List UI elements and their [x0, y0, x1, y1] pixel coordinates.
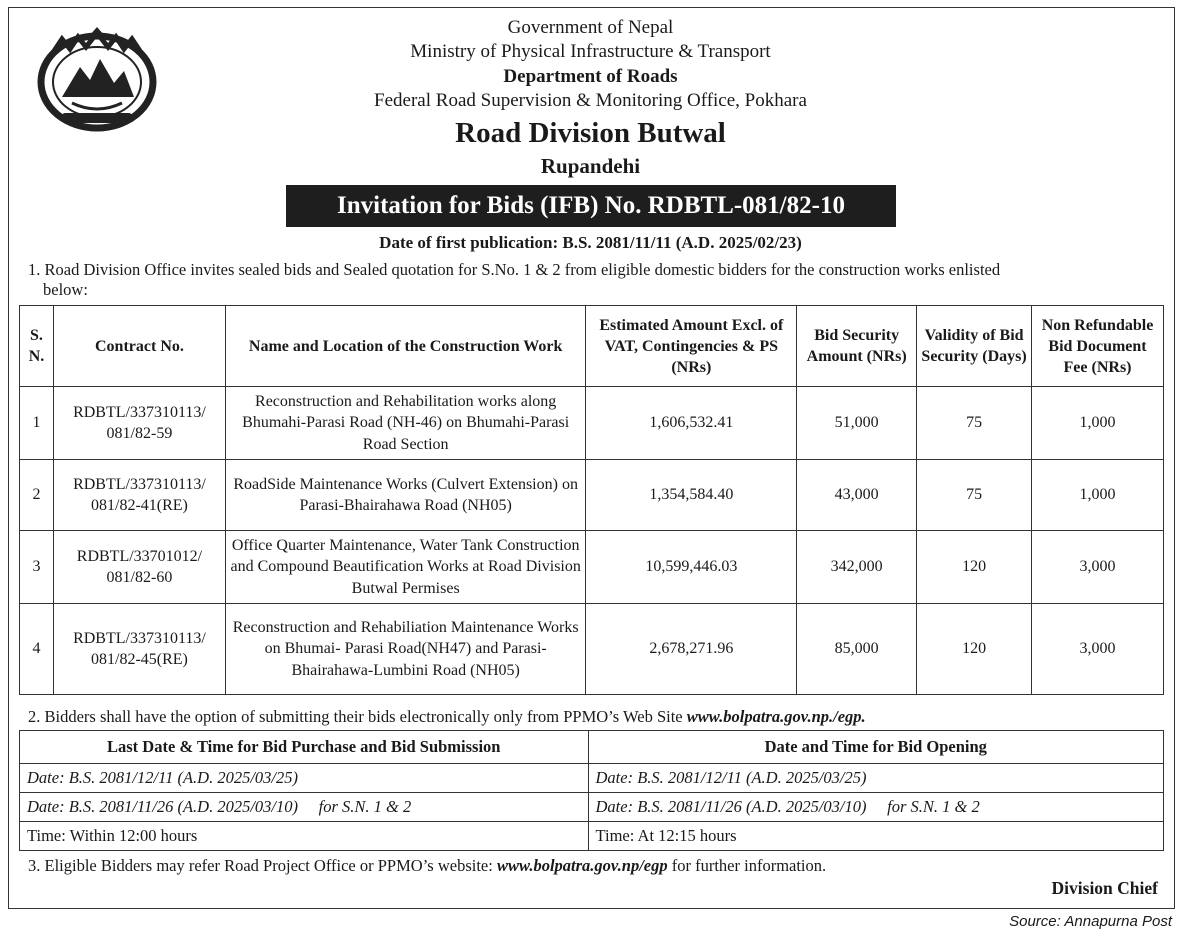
table-row [20, 460, 1164, 531]
district-name: Rupandehi [540, 154, 641, 178]
signatory: Division Chief [1051, 878, 1158, 898]
table-row [20, 822, 1164, 851]
bids-table-header [20, 306, 1164, 387]
header-submission: Last Date & Time for Bid Purchase and Bid Submission [20, 731, 589, 764]
cell-security: 43,000 [797, 460, 917, 531]
table-row [20, 604, 1164, 695]
paragraph-2-text: 2. Bidders shall have the option of submitting their bids electronically only from PPMO’s Web Site [28, 707, 683, 726]
cell-validity: 120 [917, 604, 1032, 695]
opening-date: Date: B.S. 2081/12/11 (A.D. 2025/03/25) [588, 764, 1164, 793]
bolpatra-link[interactable]: www.bolpatra.gov.np./egp. [686, 707, 866, 726]
cell-sn: 2 [20, 460, 54, 531]
cell-fee: 3,000 [1032, 531, 1164, 604]
cell-validity: 75 [917, 460, 1032, 531]
cell-estimate: 1,354,584.40 [586, 460, 797, 531]
cell-security: 342,000 [797, 531, 917, 604]
paragraph-1-line1: 1. Road Division Office invites sealed bids and Sealed quotation for S.No. 1 & 2 from eligible domestic bidders for the construction works enlisted [28, 260, 1001, 279]
submission-date: Date: B.S. 2081/11/26 (A.D. 2025/03/10) for S.N. 1 & 2 [20, 793, 589, 822]
table-row [20, 531, 1164, 604]
paragraph-3-text: 3. Eligible Bidders may refer Road Project Office or PPMO’s website: [28, 856, 493, 875]
cell-validity: 75 [917, 387, 1032, 460]
header-ministry: Ministry of Physical Infrastructure & Transport [410, 41, 771, 62]
col-header-validity: Validity of Bid Security (Days) [917, 306, 1032, 387]
cell-name: RoadSide Maintenance Works (Culvert Extension) on Parasi-Bhairahawa Road (NH05) [225, 460, 586, 531]
table-row [20, 764, 1164, 793]
cell-fee: 1,000 [1032, 387, 1164, 460]
paragraph-1-line2: below: [43, 280, 88, 299]
source-credit: Source: Annapurna Post [1009, 913, 1172, 930]
cell-name: Office Quarter Maintenance, Water Tank Construction and Compound Beautification Works at Road Division Butwal Permises [225, 531, 586, 604]
paragraph-1 [28, 260, 1168, 300]
bolpatra-link[interactable]: www.bolpatra.gov.np/egp [496, 856, 668, 875]
cell-contract: RDBTL/337310113/ 081/82-41(RE) [53, 460, 225, 531]
cell-sn: 4 [20, 604, 54, 695]
submission-date: Date: B.S. 2081/12/11 (A.D. 2025/03/25) [20, 764, 589, 793]
col-header-estimate: Estimated Amount Excl. of VAT, Contingencies & PS (NRs) [586, 306, 797, 387]
division-title: Road Division Butwal [455, 117, 726, 149]
opening-date: Date: B.S. 2081/11/26 (A.D. 2025/03/10) for S.N. 1 & 2 [588, 793, 1164, 822]
cell-name: Reconstruction and Rehabiliation Maintenance Works on Bhumai- Parasi Road(NH47) and Parasi-Bhairahawa-Lumbini Road (NH05) [225, 604, 586, 695]
header-department: Department of Roads [503, 66, 678, 87]
publication-date: Date of first publication: B.S. 2081/11/11 (A.D. 2025/02/23) [379, 233, 802, 252]
dates-table [19, 730, 1164, 851]
paragraph-2 [28, 707, 866, 727]
cell-sn: 3 [20, 531, 54, 604]
header-government: Government of Nepal [507, 17, 674, 38]
header-office: Federal Road Supervision & Monitoring Office, Pokhara [374, 90, 807, 111]
cell-estimate: 1,606,532.41 [586, 387, 797, 460]
col-header-security: Bid Security Amount (NRs) [797, 306, 917, 387]
cell-contract: RDBTL/337310113/ 081/82-59 [53, 387, 225, 460]
cell-contract: RDBTL/33701012/ 081/82-60 [53, 531, 225, 604]
table-row [20, 387, 1164, 460]
dates-table-header [20, 731, 1164, 764]
col-header-contract: Contract No. [53, 306, 225, 387]
cell-fee: 3,000 [1032, 604, 1164, 695]
ifb-banner: Invitation for Bids (IFB) No. RDBTL-081/82-10 [286, 185, 896, 227]
submission-time: Time: Within 12:00 hours [20, 822, 589, 851]
table-row [20, 793, 1164, 822]
cell-estimate: 2,678,271.96 [586, 604, 797, 695]
cell-security: 51,000 [797, 387, 917, 460]
cell-fee: 1,000 [1032, 460, 1164, 531]
header-opening: Date and Time for Bid Opening [588, 731, 1164, 764]
cell-sn: 1 [20, 387, 54, 460]
opening-time: Time: At 12:15 hours [588, 822, 1164, 851]
cell-estimate: 10,599,446.03 [586, 531, 797, 604]
col-header-name: Name and Location of the Construction Work [225, 306, 586, 387]
paragraph-3 [28, 856, 826, 876]
bids-table [19, 305, 1164, 695]
cell-contract: RDBTL/337310113/ 081/82-45(RE) [53, 604, 225, 695]
paragraph-3-tail: for further information. [671, 856, 827, 875]
col-header-fee: Non Refundable Bid Document Fee (NRs) [1032, 306, 1164, 387]
cell-validity: 120 [917, 531, 1032, 604]
cell-security: 85,000 [797, 604, 917, 695]
col-header-sn: S. N. [20, 306, 54, 387]
cell-name: Reconstruction and Rehabilitation works along Bhumahi-Parasi Road (NH-46) on Bhumahi-Parasi Road Section [225, 387, 586, 460]
